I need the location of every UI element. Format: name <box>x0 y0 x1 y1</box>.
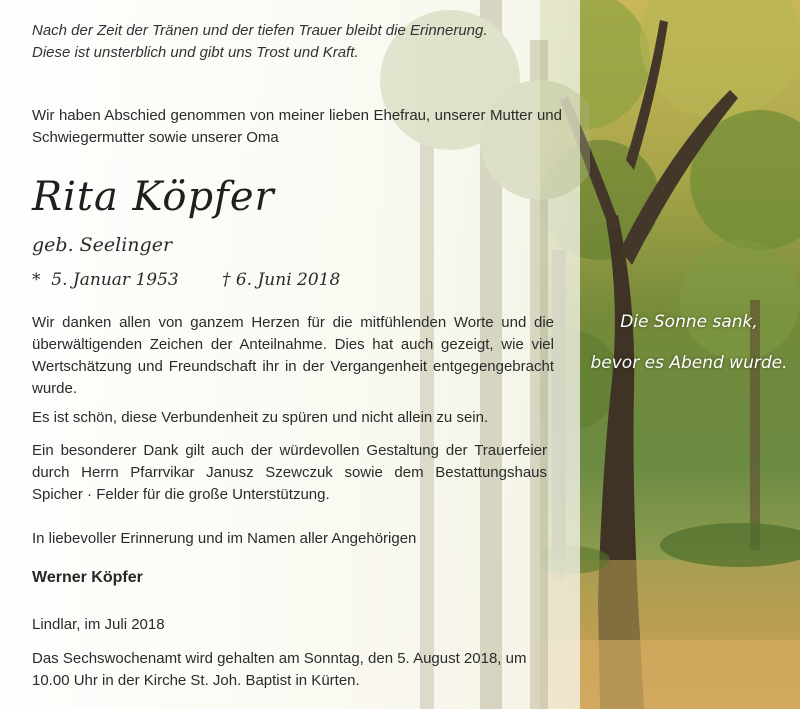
place-date: Lindlar, im Juli 2018 <box>32 616 165 633</box>
maiden-name: geb. Seelinger <box>32 234 173 256</box>
motto-line-2: Diese ist unsterblich und gibt uns Trost und Kraft. <box>32 44 359 61</box>
life-dates <box>32 270 340 290</box>
special-thanks-paragraph: Ein besonderer Dank gilt auch der würdevollen Gestaltung der Trauerfeier durch Herrn Pfarrvikar Janusz Szewczuk sowie dem Bestattungshaus Spicher · Felder für die große Unterstützung. <box>32 442 547 503</box>
memory-text: In liebevoller Erinnerung und im Namen aller Angehörigen <box>32 530 417 547</box>
quote-line-2: bevor es Abend wurde. <box>590 353 788 373</box>
deceased-name: Rita Köpfer <box>32 174 275 220</box>
fellowship-text: Es ist schön, diese Verbundenheit zu spüren und nicht allein zu sein. <box>32 409 489 426</box>
birth-date: * 5. Januar 1953 <box>32 270 179 290</box>
service-announcement: Das Sechswochenamt wird gehalten am Sonntag, den 5. August 2018, um 10.00 Uhr in der Kirche St. Joh. Baptist in Kürten. <box>32 650 527 689</box>
quote-line-1: Die Sonne sank, <box>620 312 758 332</box>
intro-text: Wir haben Abschied genommen von meiner lieben Ehefrau, unserer Mutter und Schwiegermutter sowie unserer Oma <box>32 107 562 146</box>
motto <box>32 20 552 64</box>
death-date: † 6. Juni 2018 <box>221 270 341 290</box>
thanks-paragraph: Wir danken allen von ganzem Herzen für die mitfühlenden Worte und die überwältigenden Zeichen der Anteilnahme. Dies hat auch gezeigt, wie viel Wertschätzung und Freundschaft ihr in der Vergangenheit entgegengebracht wurde. <box>32 314 554 397</box>
signer-name: Werner Köpfer <box>32 569 143 586</box>
motto-line-1: Nach der Zeit der Tränen und der tiefen Trauer bleibt die Erinnerung. <box>32 22 488 39</box>
